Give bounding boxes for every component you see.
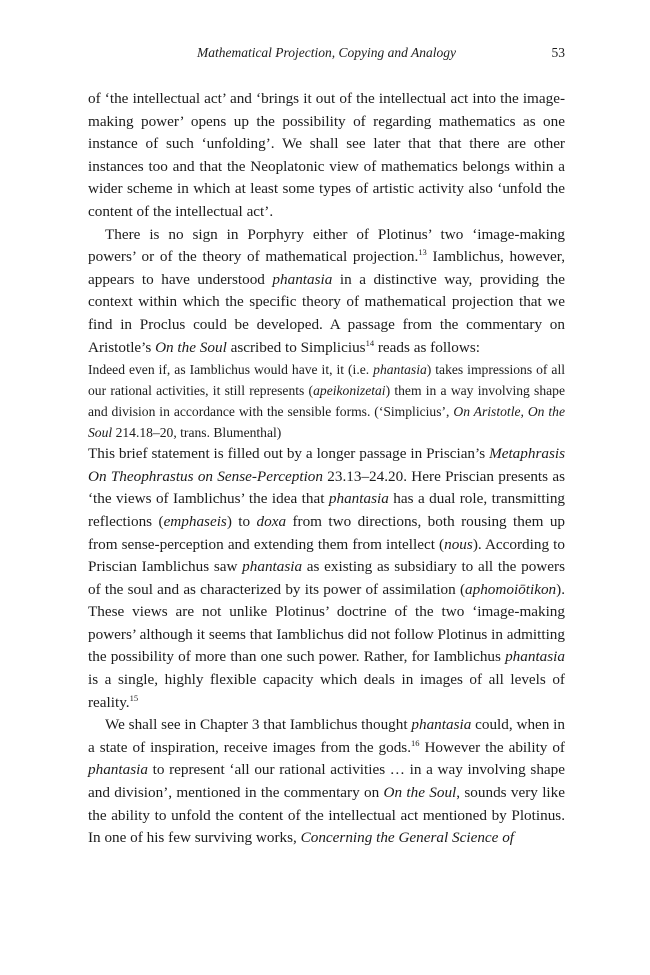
text-segment: as existing as subsidiary to all the powers of the soul and as characterized by its power of assimilation ( xyxy=(88,558,565,598)
text-segment: ) to xyxy=(226,512,257,530)
text-segment: ). These views are not unlike Plotinus’ doctrine of the two ‘image-making powers’ although it seems that Iamblichus did not follow Plotinus in admitting the possibility of more than one such power. Rather, for Iamblichus xyxy=(88,580,565,666)
paragraph-2 xyxy=(88,224,565,360)
italic-term: apeikonizetai xyxy=(313,383,386,399)
italic-term: phantasia xyxy=(328,490,389,508)
page-number: 53 xyxy=(551,45,565,60)
text-segment: ). According to Priscian Iamblichus saw xyxy=(88,535,565,576)
running-title: Mathematical Projection, Copying and Analogy xyxy=(196,45,457,60)
text-segment: is a single, highly flexible capacity which deals in images of all levels of reality. xyxy=(88,671,565,711)
text-segment: ) them in a way involving shape and division in accordance with the sensible forms. (‘Simplicius’, xyxy=(88,383,565,420)
italic-term: aphomoiōtikon xyxy=(465,580,557,598)
text-segment: 214.18–20, trans. Blumenthal) xyxy=(112,425,282,441)
italic-term: phantasia xyxy=(272,270,333,288)
text-segment: ) takes impressions of all our rational activities, it still represents ( xyxy=(88,362,565,399)
text-segment: could, when in a state of inspiration, receive images from the gods. xyxy=(88,716,565,756)
text-segment: Iamblichus, however, appears to have understood xyxy=(88,248,565,288)
paragraph-4 xyxy=(88,714,565,850)
footnote-ref-15[interactable]: 15 xyxy=(129,692,139,703)
text-segment: 23.13–24.20. Here Priscian presents as ‘the views of Iamblichus’ the idea that xyxy=(88,467,565,508)
text-segment: , sounds very like the ability to unfold the content of the intellectual act mentioned by Plotinus. In one of his few surviving works, xyxy=(88,784,565,847)
italic-title: Metaphrasis On Theophrastus on Sense-Perception xyxy=(88,445,565,485)
text-segment: has a dual role, transmitting reflections ( xyxy=(88,490,566,530)
italic-term: doxa xyxy=(256,512,287,530)
footnote-ref-16[interactable]: 16 xyxy=(411,737,420,748)
footnote-ref-14[interactable]: 14 xyxy=(365,337,375,348)
footnote-ref-13[interactable]: 13 xyxy=(418,247,427,258)
text-segment: from two directions, both rousing them up from sense-perception and extending them from intellect ( xyxy=(88,512,566,553)
block-quote xyxy=(88,359,565,443)
paragraph-3 xyxy=(88,443,565,714)
text-segment: However the ability of xyxy=(419,738,565,756)
text-segment: Indeed even if, as Iamblichus would have it, it (i.e. xyxy=(88,362,374,378)
italic-title: Concerning the General Science of xyxy=(300,829,515,847)
italic-term: phantasia xyxy=(411,716,472,734)
body-text xyxy=(88,88,565,850)
text-segment: We shall see in Chapter 3 that Iamblichus thought xyxy=(105,716,412,734)
text-segment: of ‘the intellectual act’ and ‘brings it out of the intellectual act into the image-making power’ opens up the possibility of regarding mathematics as one instance of such ‘unfolding’. We shall see later that that there are other instances too and that the Neoplatonic view of mathematics belongs within a wider scheme in which at least some types of artistic activity also ‘unfold the content of the intellectual act’. xyxy=(88,90,565,220)
italic-term: phantasia xyxy=(242,558,303,576)
text-segment: to represent ‘all our rational activities … in a way involving shape and division’, mentioned in the commentary on xyxy=(88,761,565,802)
italic-term: emphaseis xyxy=(163,512,227,530)
text-segment: in a distinctive way, providing the context within which the specific theory of mathematical projection that we find in Proclus could be developed. A passage from the commentary on Aristotle’s xyxy=(88,270,565,356)
italic-title: On the Soul xyxy=(383,784,457,802)
text-segment: This brief statement is filled out by a longer passage in Priscian’s xyxy=(88,445,490,463)
text-segment: ascribed to Simplicius xyxy=(226,338,366,356)
italic-term: phantasia xyxy=(505,648,565,666)
page-header xyxy=(88,45,565,65)
italic-title: On the Soul xyxy=(155,338,227,356)
text-segment: There is no sign in Porphyry either of Plotinus’ two ‘image-making powers’ or of the theory of mathematical projection. xyxy=(88,225,565,266)
italic-term: nous xyxy=(444,535,473,553)
italic-title: On Aristotle, On the Soul xyxy=(88,404,565,441)
text-segment: reads as follows: xyxy=(374,338,480,356)
italic-term: phantasia xyxy=(88,761,148,779)
italic-term: phantasia xyxy=(373,362,427,378)
paragraph-1 xyxy=(88,88,565,224)
